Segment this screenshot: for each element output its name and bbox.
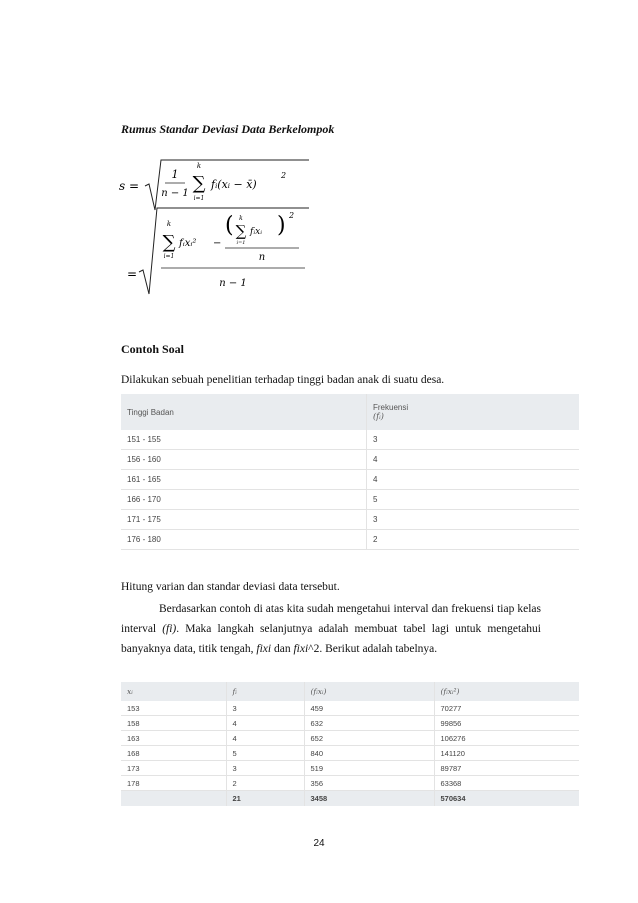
table-row <box>121 430 579 450</box>
col-header-fi: fᵢ <box>226 682 304 701</box>
sigma-1: ∑ <box>192 173 206 194</box>
paragraph-fi: (fi) <box>162 623 177 635</box>
table-cell <box>121 791 226 807</box>
table-cell: 356 <box>304 776 434 791</box>
formula-sum-body: fᵢ(xᵢ − x̄) <box>211 178 257 191</box>
table-cell: 840 <box>304 746 434 761</box>
table-cell: 63368 <box>434 776 579 791</box>
table-cell: 168 <box>121 746 226 761</box>
table-cell: 161 - 165 <box>121 470 367 490</box>
table-cell: 106276 <box>434 731 579 746</box>
table-cell: 3 <box>226 761 304 776</box>
table-row <box>121 450 579 470</box>
page-number: 24 <box>313 838 325 849</box>
table-cell: 3 <box>367 510 580 530</box>
sum-top-1: k <box>196 162 202 170</box>
table-row <box>121 746 579 761</box>
sigma-2: ∑ <box>162 232 176 253</box>
table-cell: 2 <box>226 776 304 791</box>
table-cell: 5 <box>226 746 304 761</box>
formula-lhs: s = <box>119 179 140 193</box>
total-fixi: 3458 <box>304 791 434 807</box>
table-cell: 151 - 155 <box>121 430 367 450</box>
paragraph-fixi-2: fixi <box>293 643 309 655</box>
table-cell: 173 <box>121 761 226 776</box>
table-row <box>121 701 579 716</box>
paragraph-part-4: ^2. Berikut adalah tabelnya. <box>308 643 438 655</box>
table-row <box>121 530 579 550</box>
formula-square-1: 2 <box>281 171 287 180</box>
table-cell: 171 - 175 <box>121 510 367 530</box>
table-cell: 176 - 180 <box>121 530 367 550</box>
table-cell: 632 <box>304 716 434 731</box>
table-row <box>121 490 579 510</box>
table-cell: 519 <box>304 761 434 776</box>
table-cell: 459 <box>304 701 434 716</box>
table-cell: 158 <box>121 716 226 731</box>
table-cell: 178 <box>121 776 226 791</box>
table-cell: 153 <box>121 701 226 716</box>
table-row <box>121 716 579 731</box>
table-row <box>121 761 579 776</box>
body-paragraph <box>121 599 541 659</box>
table-cell: 70277 <box>434 701 579 716</box>
table-header-row <box>121 394 579 430</box>
table-cell: 652 <box>304 731 434 746</box>
paragraph-part-2: . Maka langkah selanjutnya adalah membuat tabel lagi untuk mengetahui banyaknya data, titik tengah, <box>121 623 541 655</box>
formula-one: 1 <box>171 168 179 181</box>
table-cell: 5 <box>367 490 580 510</box>
formula-eq2: = <box>127 267 138 281</box>
table-cell: 4 <box>367 470 580 490</box>
formula-n-minus-1-b: n − 1 <box>219 278 247 289</box>
table-cell: 156 - 160 <box>121 450 367 470</box>
total-fixi-sq: 570634 <box>434 791 579 807</box>
col-header-fixi: (fᵢxᵢ) <box>304 682 434 701</box>
table-row <box>121 776 579 791</box>
table-header-row <box>121 682 579 701</box>
col-header-height: Tinggi Badan <box>121 394 367 430</box>
total-fi: 21 <box>226 791 304 807</box>
table-cell: 4 <box>226 716 304 731</box>
table-total-row <box>121 791 579 807</box>
table-row <box>121 731 579 746</box>
sum-top-2: k <box>166 220 172 228</box>
table-cell: 3 <box>226 701 304 716</box>
formula-n-minus-1: n − 1 <box>161 188 189 199</box>
example-text: Dilakukan sebuah penelitian terhadap tinggi badan anak di suatu desa. <box>121 374 445 386</box>
col-header-frequency-label: Frekuensi <box>373 403 409 412</box>
sigma-3: ∑ <box>235 222 247 240</box>
table-row <box>121 470 579 490</box>
formula-n: n <box>258 252 266 263</box>
sum-bottom-1: i=1 <box>193 195 205 202</box>
col-header-fixi-sq: (fᵢxᵢ²) <box>434 682 579 701</box>
table-cell: 141120 <box>434 746 579 761</box>
formula-minus: − <box>213 238 222 249</box>
col-header-xi: xᵢ <box>121 682 226 701</box>
paragraph-part-1: Berdasarkan contoh di atas kita sudah mengetahui interval dan frekuensi tiap kelas interval <box>121 603 541 635</box>
sum-bottom-2: i=1 <box>163 253 175 260</box>
table-cell: 2 <box>367 530 580 550</box>
example-title: Contoh Soal <box>121 342 185 356</box>
table-cell: 89787 <box>434 761 579 776</box>
sum-bottom-3: i=1 <box>236 240 246 246</box>
table-cell: 3 <box>367 430 580 450</box>
calculation-table <box>121 682 579 804</box>
paragraph-fixi: fixi <box>256 643 272 655</box>
sum-top-3: k <box>239 215 243 222</box>
table-cell: 166 - 170 <box>121 490 367 510</box>
table-row <box>121 510 579 530</box>
formula-graphic <box>117 156 313 296</box>
paren-left: ( <box>225 213 234 238</box>
table-cell: 99856 <box>434 716 579 731</box>
section-title: Rumus Standar Deviasi Data Berkelompok <box>121 122 335 136</box>
std-dev-formula-image <box>117 156 313 296</box>
frequency-table <box>121 394 579 544</box>
paren-right: ) <box>277 213 286 238</box>
formula-square-2: 2 <box>289 211 295 220</box>
table-cell: 4 <box>226 731 304 746</box>
formula-inner: fᵢxᵢ <box>250 227 263 237</box>
col-header-frequency-symbol: (fᵢ) <box>373 412 384 421</box>
table-cell: 163 <box>121 731 226 746</box>
question-text: Hitung varian dan standar deviasi data tersebut. <box>121 581 340 593</box>
formula-f-x-sq: fᵢxᵢ² <box>179 238 197 249</box>
paragraph-part-3: dan <box>271 643 294 655</box>
table-cell: 4 <box>367 450 580 470</box>
col-header-frequency <box>367 394 580 430</box>
